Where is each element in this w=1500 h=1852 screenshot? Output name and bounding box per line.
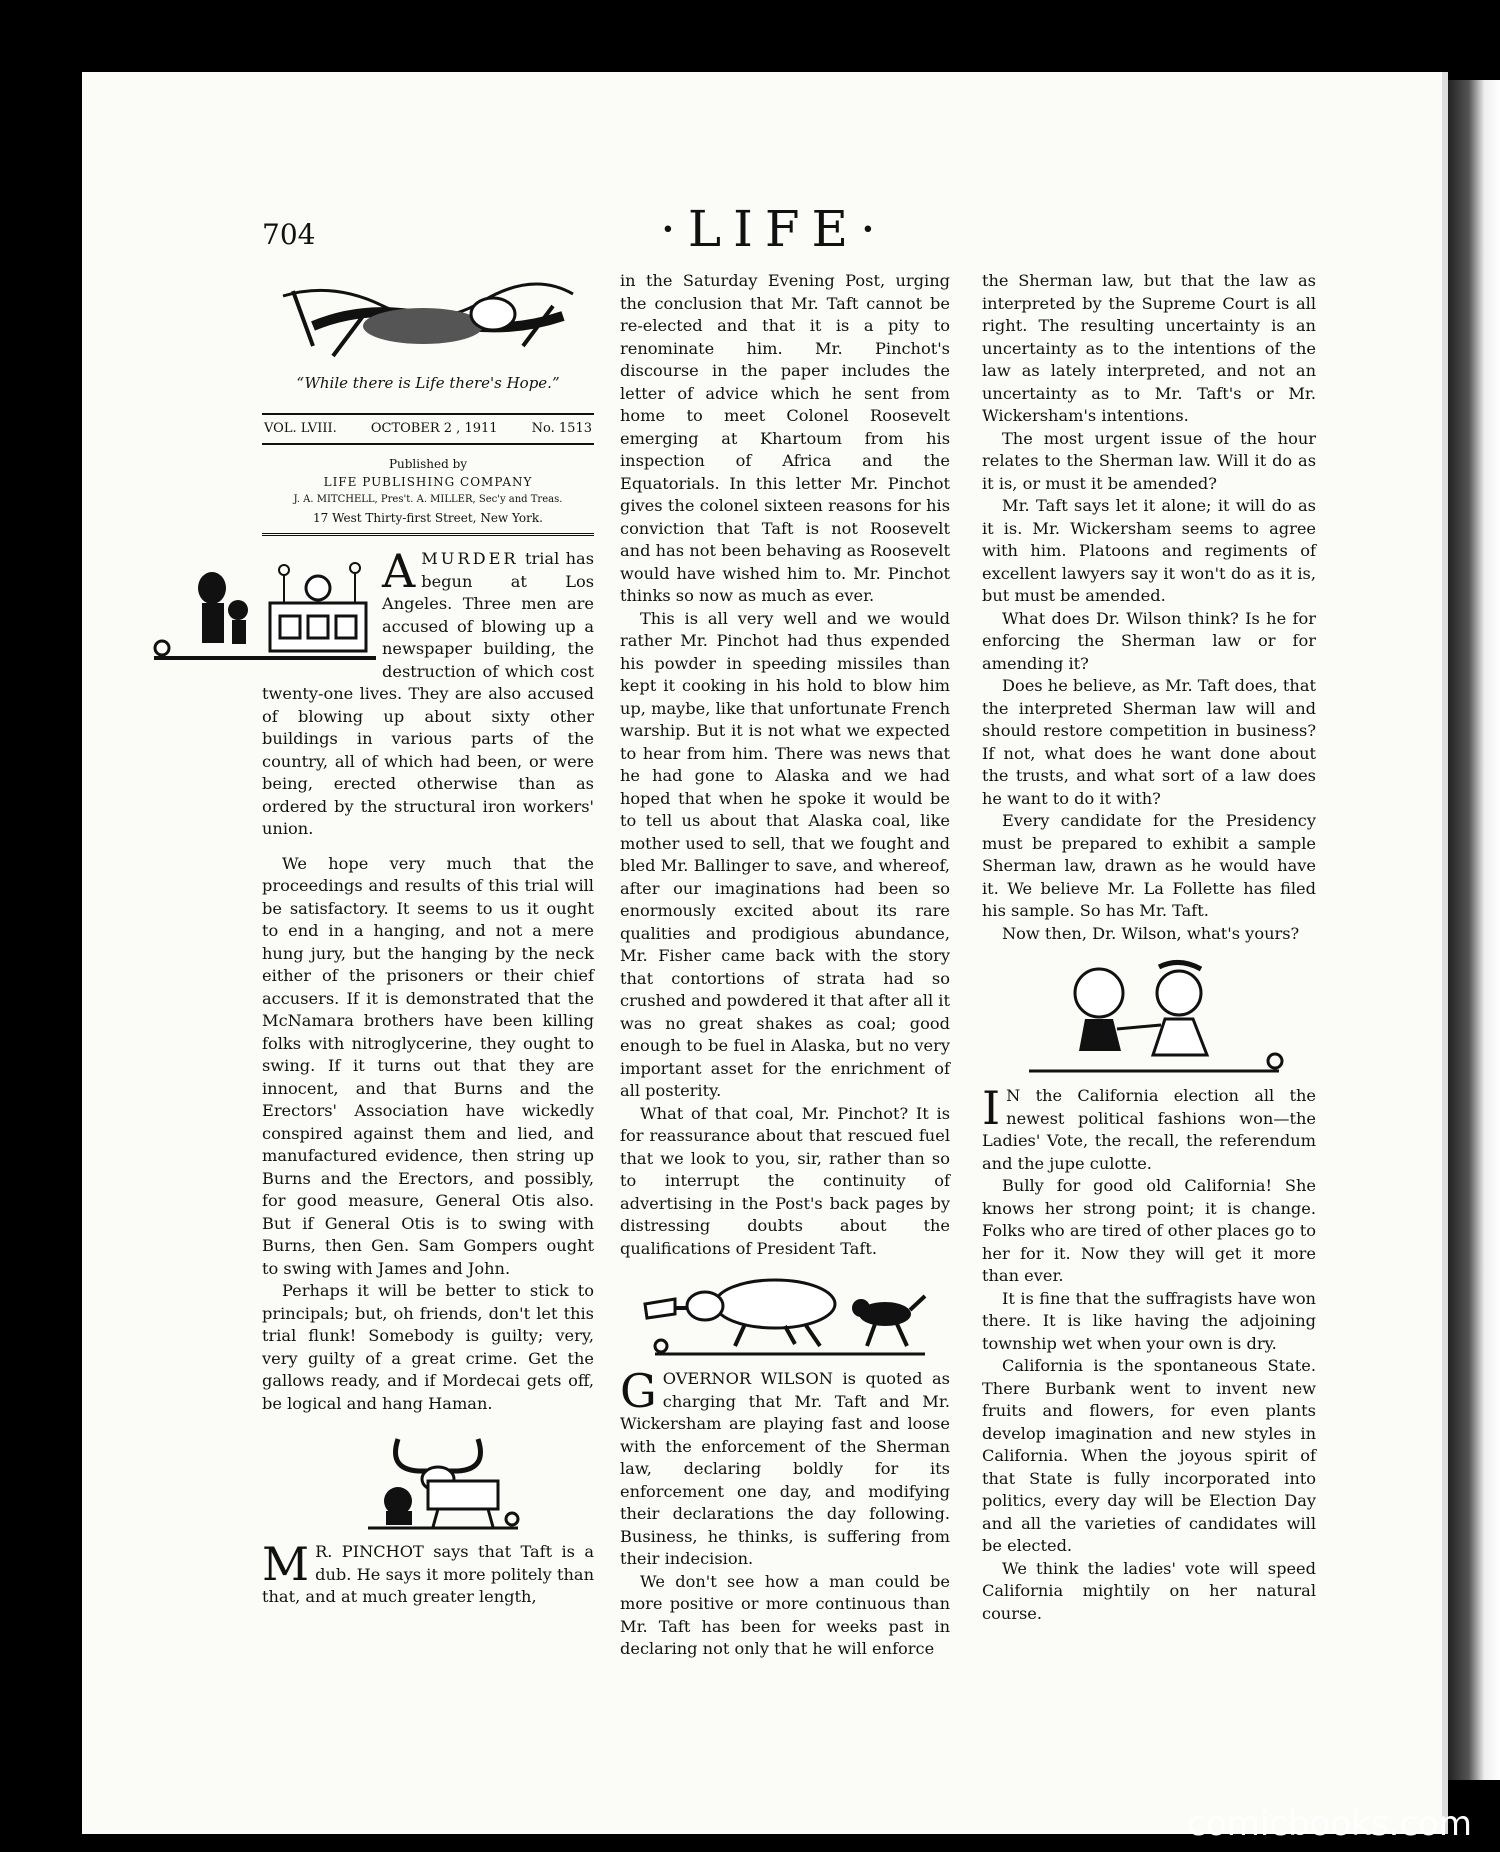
officers: J. A. MITCHELL, Pres't. A. MILLER, Sec'y and Treas.: [293, 494, 563, 505]
publisher-address: 17 West Thirty-first Street, New York.: [313, 511, 543, 525]
california-paragraph-2: Bully for good old California! She knows her strong point; it is change. Folks who are tired of other places go to her for it. Now they will get it more than ever.: [982, 1176, 1316, 1285]
header-illustration: [273, 276, 583, 364]
column-2: [620, 270, 950, 1661]
col3-paragraph-5: Does he believe, as Mr. Taft does, that the interpreted Sherman law will and should restore competition in business? If not, what does he want done about the trusts, and what sort of a law does he want to do it with?: [982, 676, 1316, 808]
california-paragraph-4: California is the spontaneous State. There Burbank went to invent new fruits and flowers, for even plants develop imagination and new styles in California. When the joyous spirit of that State is fully incorporated into politics, every day will be Election Day and all the varieties of candidates will be elected.: [982, 1356, 1316, 1555]
pinchot-paragraph-1: R. PINCHOT says that Taft is a dub. He says it more politely than that, and at much greater length,: [262, 1542, 594, 1606]
dropcap-g: G: [620, 1364, 657, 1418]
issue-number: No. 1513: [531, 420, 592, 436]
murder-paragraph-3: Perhaps it will be better to stick to principals; but, oh friends, don't let this trial flunk! Somebody is guilty; very, very guilty of a great crime. Get the gallows ready, and if Mordecai gets off, be logical and hang Haman.: [262, 1281, 594, 1413]
dropcap-i: I: [982, 1081, 1001, 1135]
murder-paragraph-1: trial has begun at Los Angeles. Three men are accused of blowing up a newspaper building, the destruction of which cost twenty-one lives. They are also accused of blowing up about sixty other buildings in various parts of the country, all of which had been, or were being, erected otherwise than as ordered by the structural iron workers' union.: [262, 549, 594, 838]
source-watermark: comicbooks.com: [1187, 1804, 1472, 1844]
column-1: [262, 276, 594, 1609]
next-page-edge: [1448, 80, 1500, 1780]
murder-lead: MURDER: [421, 549, 519, 568]
murder-paragraph-2: We hope very much that the proceedings and results of this trial will be satisfactory. It seems to us it ought to end in a hanging, and not a mere hung jury, but the hanging by the neck either of the prisoners or their chief accusers. If it is demonstrated that the McNamara brothers have been killing folks with nitroglycerine, they ought to swing. If it turns out that they are innocent, and that Burns and the Erectors' Association have wickedly conspired against them and lied, and manufactured evidence, then string up Burns and the Erectors, and possibly, for good measure, General Otis also. But if General Otis is to swing with Burns, then Gen. Sam Gompers ought to swing with James and John.: [262, 853, 594, 1278]
col3-paragraph-3: Mr. Taft says let it alone; it will do as it is. Mr. Wickersham seems to agree with him. Platoons and regiments of excellent lawyers say it won't do as it is, but must be amended.: [982, 496, 1316, 605]
col2-paragraph-3: What of that coal, Mr. Pinchot? It is for reassurance about that rescued fuel that we look to you, sir, rather than so to interrupt the continuity of advertising in the Post's back pages by distressing doubts about the qualifications of President Taft.: [620, 1103, 950, 1258]
col3-paragraph-4: What does Dr. Wilson think? Is he for enforcing the Sherman law or for amending it?: [982, 608, 1316, 673]
california-paragraph-5: We think the ladies' vote will speed California mightily on her natural course.: [982, 1558, 1316, 1623]
published-by: Published by: [388, 457, 468, 471]
elephant-dog-illustration: [635, 1274, 935, 1360]
col3-paragraph-1: the Sherman law, but that the law as interpreted by the Supreme Court is all right. The resulting uncertainty is an uncertainty as to the intentions of the law as lately interpreted, and not an uncertainty as to Mr. Taft's or Mr. Wickersham's intentions.: [982, 271, 1316, 425]
col3-paragraph-2: The most urgent issue of the hour relates to the Sherman law. Will it do as it is, or must it be amended?: [982, 428, 1316, 493]
dropcap-m: M: [262, 1537, 310, 1591]
col3-paragraph-6: Every candidate for the Presidency must be prepared to exhibit a sample Sherman law, drawn as he would have it. We believe Mr. La Follette has filed his sample. So has Mr. Taft.: [982, 811, 1316, 920]
dancing-couple-illustration: [1009, 959, 1289, 1077]
motto: “While there is Life there's Hope.”: [296, 374, 560, 392]
col2-paragraph-2: This is all very well and we would rather Mr. Pinchot had thus expended his powder in speeding missiles than kept it cooking in his hold to blow him up, maybe, like that unfortunate French warship. But it is not what we expected to hear from him. There was news that he had gone to Alaska and we had hoped that when he spoke it would be to tell us about that Alaska coal, like mother used to sell, that we fought and bled Mr. Ballinger to save, and whereof, after our imaginations had been so enormously excited about its rare qualities and prodigious abundance, Mr. Fisher came back with the story that contortions of strata had so crushed and powdered it that after all it was no great shakes as coal; good enough to be fuel in Alaska, but no very important asset for the enrichment of all posterity.: [620, 608, 950, 1100]
governor-paragraph-2: We don't see how a man could be more positive or more continuous than Mr. Taft has been for weeks past in declaring not only that he will enforce: [620, 1571, 950, 1658]
governor-paragraph-1: OVERNOR WILSON is quoted as charging that Mr. Taft and Mr. Wickersham are playing fast and loose with the enforcement of the Sherman law, declaring boldly for its enforcement one day, and modifying their declarations the day following. Business, he thinks, is suffering from their indecision.: [620, 1369, 950, 1568]
volume: VOL. LVIII.: [264, 420, 337, 436]
col3-paragraph-7: Now then, Dr. Wilson, what's yours?: [1002, 923, 1300, 943]
california-paragraph-1: N the California election all the newest political fashions won—the Ladies' Vote, the recall, the referendum and the jupe culotte.: [982, 1086, 1316, 1173]
page-number: 704: [262, 218, 316, 251]
california-paragraph-3: It is fine that the suffragists have won there. It is like having the adjoining township wet when your own is dry.: [982, 1288, 1316, 1353]
volume-line: [262, 413, 594, 446]
issue-date: OCTOBER 2 , 1911: [370, 420, 498, 436]
col2-paragraph-1: in the Saturday Evening Post, urging the conclusion that Mr. Taft cannot be re-elected and that it is a pity to renominate him. Mr. Pinchot's discourse in the paper includes the letter of advice which he sent from home to meet Colonel Roosevelt emerging at Khartoum from his inspection of Africa and the Equatorials. In this letter Mr. Pinchot gives the colonel sixteen reasons for his conviction that Taft is not Roosevelt and has not been behaving as Roosevelt would have wished him to. Mr. Pinchot thinks so now as much as ever.: [620, 271, 950, 605]
publisher-name: LIFE PUBLISHING COMPANY: [323, 475, 533, 489]
masthead-title: ·LIFE·: [660, 200, 888, 258]
column-3: [982, 270, 1316, 1625]
publisher-block: [262, 455, 594, 536]
murder-article: [262, 544, 594, 1415]
bull-illustration: [328, 1429, 528, 1533]
courtroom-illustration: [150, 548, 376, 666]
dropcap-a: A: [382, 544, 416, 598]
